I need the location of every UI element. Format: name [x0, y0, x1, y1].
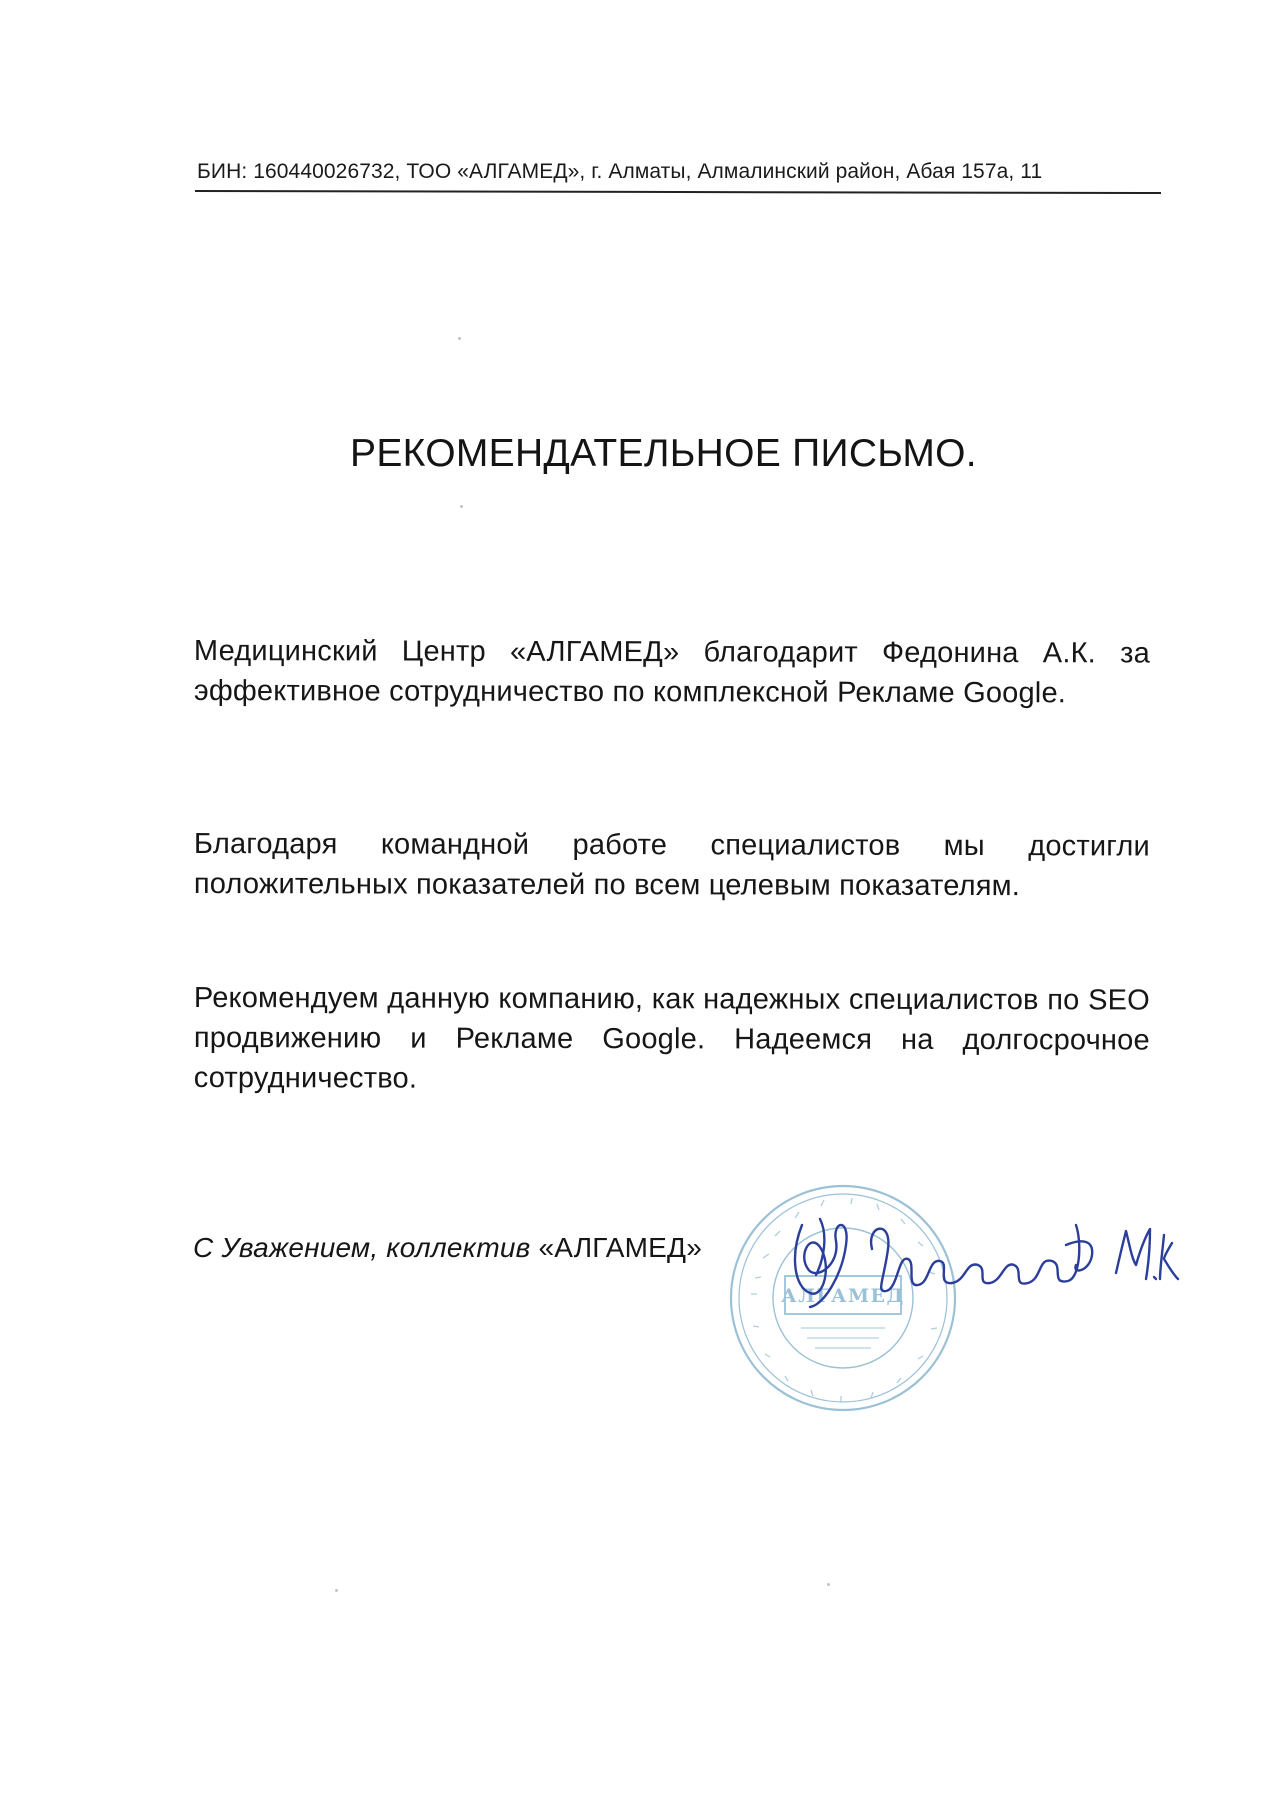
closing-line [193, 1232, 702, 1264]
closing-prefix: С Уважением, коллектив [193, 1232, 539, 1263]
header-divider [195, 190, 1161, 194]
paragraph-gratitude: Медицинский Центр «АЛГАМЕД» благодарит Федонина А.К. за эффективное сотрудничество по комплексной Рекламе Google. [193, 635, 1150, 710]
letter-title: РЕКОМЕНДАТЕЛЬНОЕ ПИСЬМО. [350, 432, 977, 475]
seal-label: АЛГАМЕД [781, 1285, 905, 1307]
company-requisites: БИН: 160440026732, ТОО «АЛГАМЕД», г. Алматы, Алмалинский район, Абая 157а, 11 [197, 160, 1043, 183]
handwritten-signature [780, 1195, 1180, 1315]
closing-company: «АЛГАМЕД» [538, 1232, 702, 1263]
paragraph-results: Благодаря командной работе специалистов мы достигли положительных показателей по всем целевым показателям. [193, 828, 1150, 903]
paragraph-recommendation: Рекомендуем данную компанию, как надежных специалистов по SEO продвижению и Рекламе Google. Надеемся на долгосрочное сотрудничество. [193, 982, 1150, 1095]
